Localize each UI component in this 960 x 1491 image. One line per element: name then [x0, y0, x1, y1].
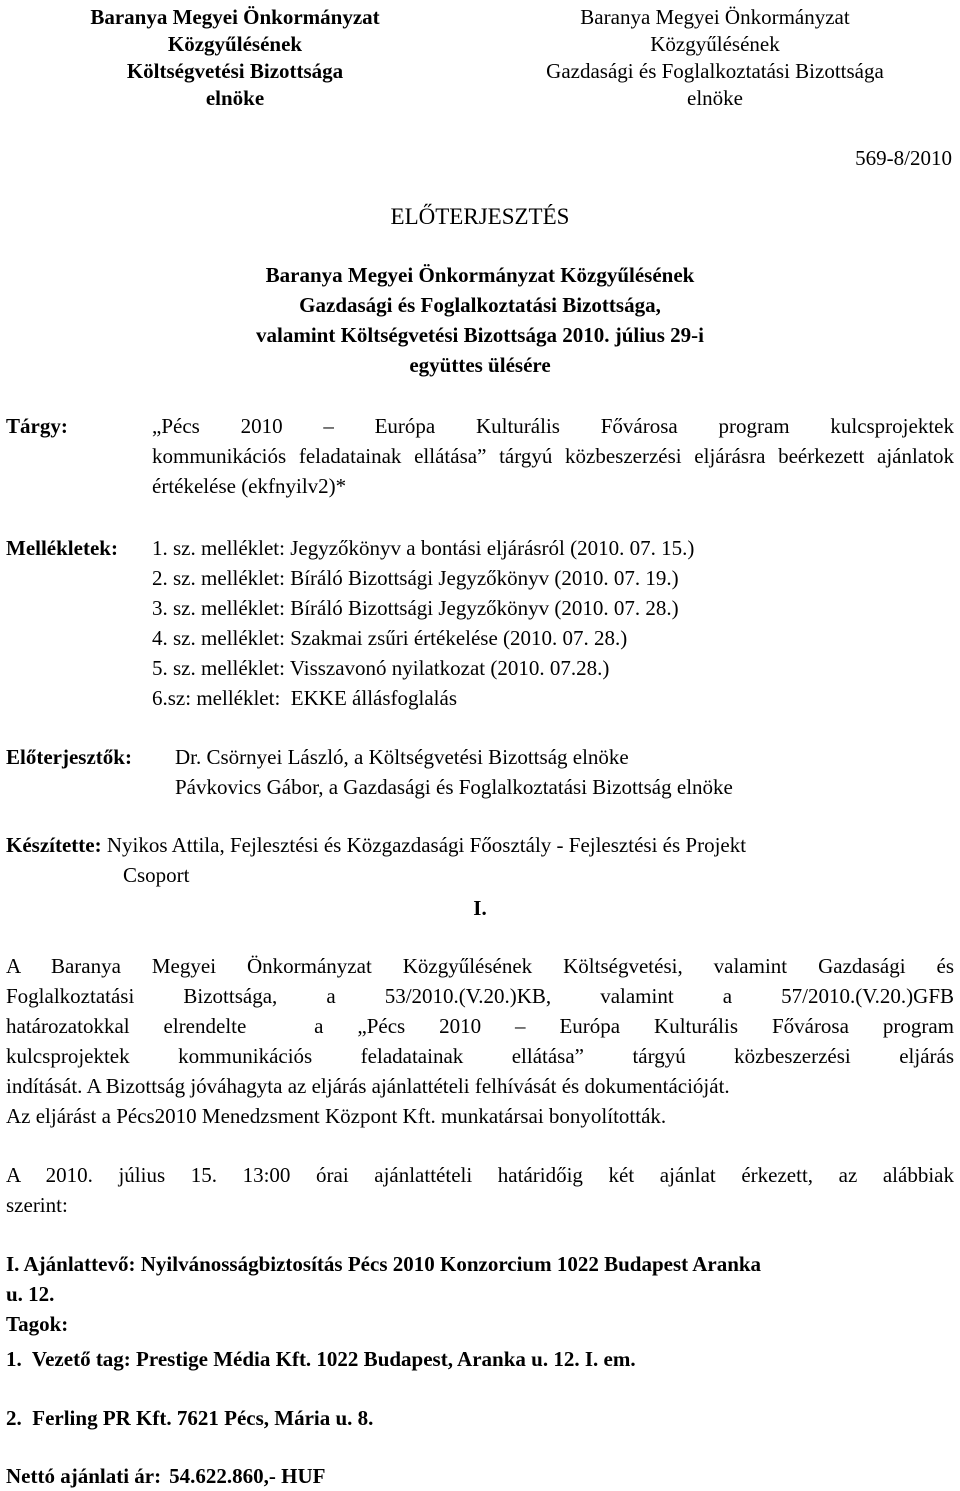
header-right-line: Közgyűlésének — [650, 32, 780, 56]
paragraph-line: határozatokkal elrendelte a „Pécs 2010 – Európa Kulturális Fővárosa program — [6, 1014, 954, 1038]
presenter-line: Pávkovics Gábor, a Gazdasági és Foglalkoztatási Bizottság elnöke — [175, 775, 733, 799]
attachments-list — [152, 533, 912, 713]
bidder-block — [6, 1249, 954, 1309]
paragraph-line: kulcsprojektek kommunikációs feladatainak ellátása” tárgyú közbeszerzési eljárás — [6, 1044, 954, 1068]
document-number: 569-8/2010 — [855, 146, 952, 170]
bidder-line: I. Ajánlattevő: Nyilvánosságbiztosítás Pécs 2010 Konzorcium 1022 Budapest Aranka — [6, 1252, 762, 1276]
addressee-line: valamint Költségvetési Bizottsága 2010. július 29-i — [256, 323, 704, 347]
paragraph-line: szerint: — [6, 1193, 68, 1217]
paragraph-1 — [6, 951, 954, 1131]
attachment-item: 3. sz. melléklet: Bíráló Bizottsági Jegyzőkönyv (2010. 07. 28.) — [152, 596, 679, 620]
subject-rest: kommunikációs feladatainak ellátása” tárgyú közbeszerzési eljárásra beérkezett ajánlatok értékelése (ekfnyilv2)* — [152, 444, 954, 498]
presenters-label: Előterjesztők: — [6, 745, 132, 769]
header-left-line: Baranya Megyei Önkormányzat — [90, 5, 380, 29]
header-right-line: elnöke — [687, 86, 743, 110]
header-right-line: Gazdasági és Foglalkoztatási Bizottsága — [546, 59, 884, 83]
prepared-by-label: Készítette: — [6, 833, 102, 857]
member-item: 2. Ferling PR Kft. 7621 Pécs, Mária u. 8. — [6, 1406, 374, 1430]
net-price-value: 54.622.860,- HUF — [169, 1464, 326, 1488]
paragraph-line: A 2010. július 15. 13:00 órai ajánlattételi határidőig két ajánlat érkezett, az alábbiak — [6, 1163, 954, 1187]
paragraph-line: Foglalkoztatási Bizottsága, a 53/2010.(V.20.)KB, valamint a 57/2010.(V.20.)GFB — [6, 984, 954, 1008]
attachments-label: Mellékletek: — [6, 536, 118, 560]
attachment-item: 1. sz. melléklet: Jegyzőkönyv a bontási eljárásról (2010. 07. 15.) — [152, 536, 695, 560]
subject-text — [152, 411, 954, 501]
header-right-line: Baranya Megyei Önkormányzat — [580, 5, 850, 29]
net-price-label: Nettó ajánlati ár: — [6, 1464, 162, 1488]
attachment-item: 4. sz. melléklet: Szakmai zsűri értékelése (2010. 07. 28.) — [152, 626, 628, 650]
header-left-line: elnöke — [205, 86, 265, 110]
header-left-block — [40, 4, 430, 112]
prepared-by-text: Nyikos Attila, Fejlesztési és Közgazdasági Főosztály - Fejlesztési és Projekt — [106, 833, 747, 857]
addressee-line: Gazdasági és Foglalkoztatási Bizottsága, — [299, 293, 661, 317]
subject-first-line: „Pécs 2010 – Európa Kulturális Fővárosa program kulcsprojektek — [152, 414, 954, 438]
attachment-item: 5. sz. melléklet: Visszavonó nyilatkozat (2010. 07.28.) — [152, 656, 610, 680]
paragraph-line: Az eljárást a Pécs2010 Menedzsment Központ Kft. munkatársai bonyolították. — [6, 1104, 667, 1128]
document-title: ELŐTERJESZTÉS — [390, 204, 570, 229]
prepared-by-continuation: Csoport — [123, 863, 190, 887]
member-item: 1. Vezető tag: Prestige Média Kft. 1022 Budapest, Aranka u. 12. I. em. — [6, 1347, 636, 1371]
section-numeral: I. — [473, 896, 487, 920]
subject-label: Tárgy: — [6, 414, 68, 438]
header-left-line: Költségvetési Bizottsága — [126, 59, 344, 83]
attachment-item: 6.sz: melléklet: EKKE állásfoglalás — [152, 686, 457, 710]
prepared-by-line — [6, 830, 954, 860]
presenters-list — [175, 742, 733, 802]
net-price-line — [6, 1461, 954, 1491]
paragraph-line: A Baranya Megyei Önkormányzat Közgyűlésének Költségvetési, valamint Gazdasági és — [6, 954, 954, 978]
header-right-block — [490, 4, 940, 112]
attachment-item: 2. sz. melléklet: Bíráló Bizottsági Jegyzőkönyv (2010. 07. 19.) — [152, 566, 679, 590]
addressee-line: együttes ülésére — [409, 353, 551, 377]
addressee-block — [150, 260, 810, 380]
paragraph-2 — [6, 1160, 954, 1220]
presenter-line: Dr. Csörnyei László, a Költségvetési Bizottság elnöke — [175, 745, 629, 769]
bidder-line: u. 12. — [6, 1282, 55, 1306]
addressee-line: Baranya Megyei Önkormányzat Közgyűlésének — [265, 263, 695, 287]
members-label: Tagok: — [6, 1312, 69, 1336]
header-left-line: Közgyűlésének — [167, 32, 303, 56]
paragraph-line: indítását. A Bizottság jóváhagyta az eljárás ajánlattételi felhívását és dokumentációját. — [6, 1074, 730, 1098]
